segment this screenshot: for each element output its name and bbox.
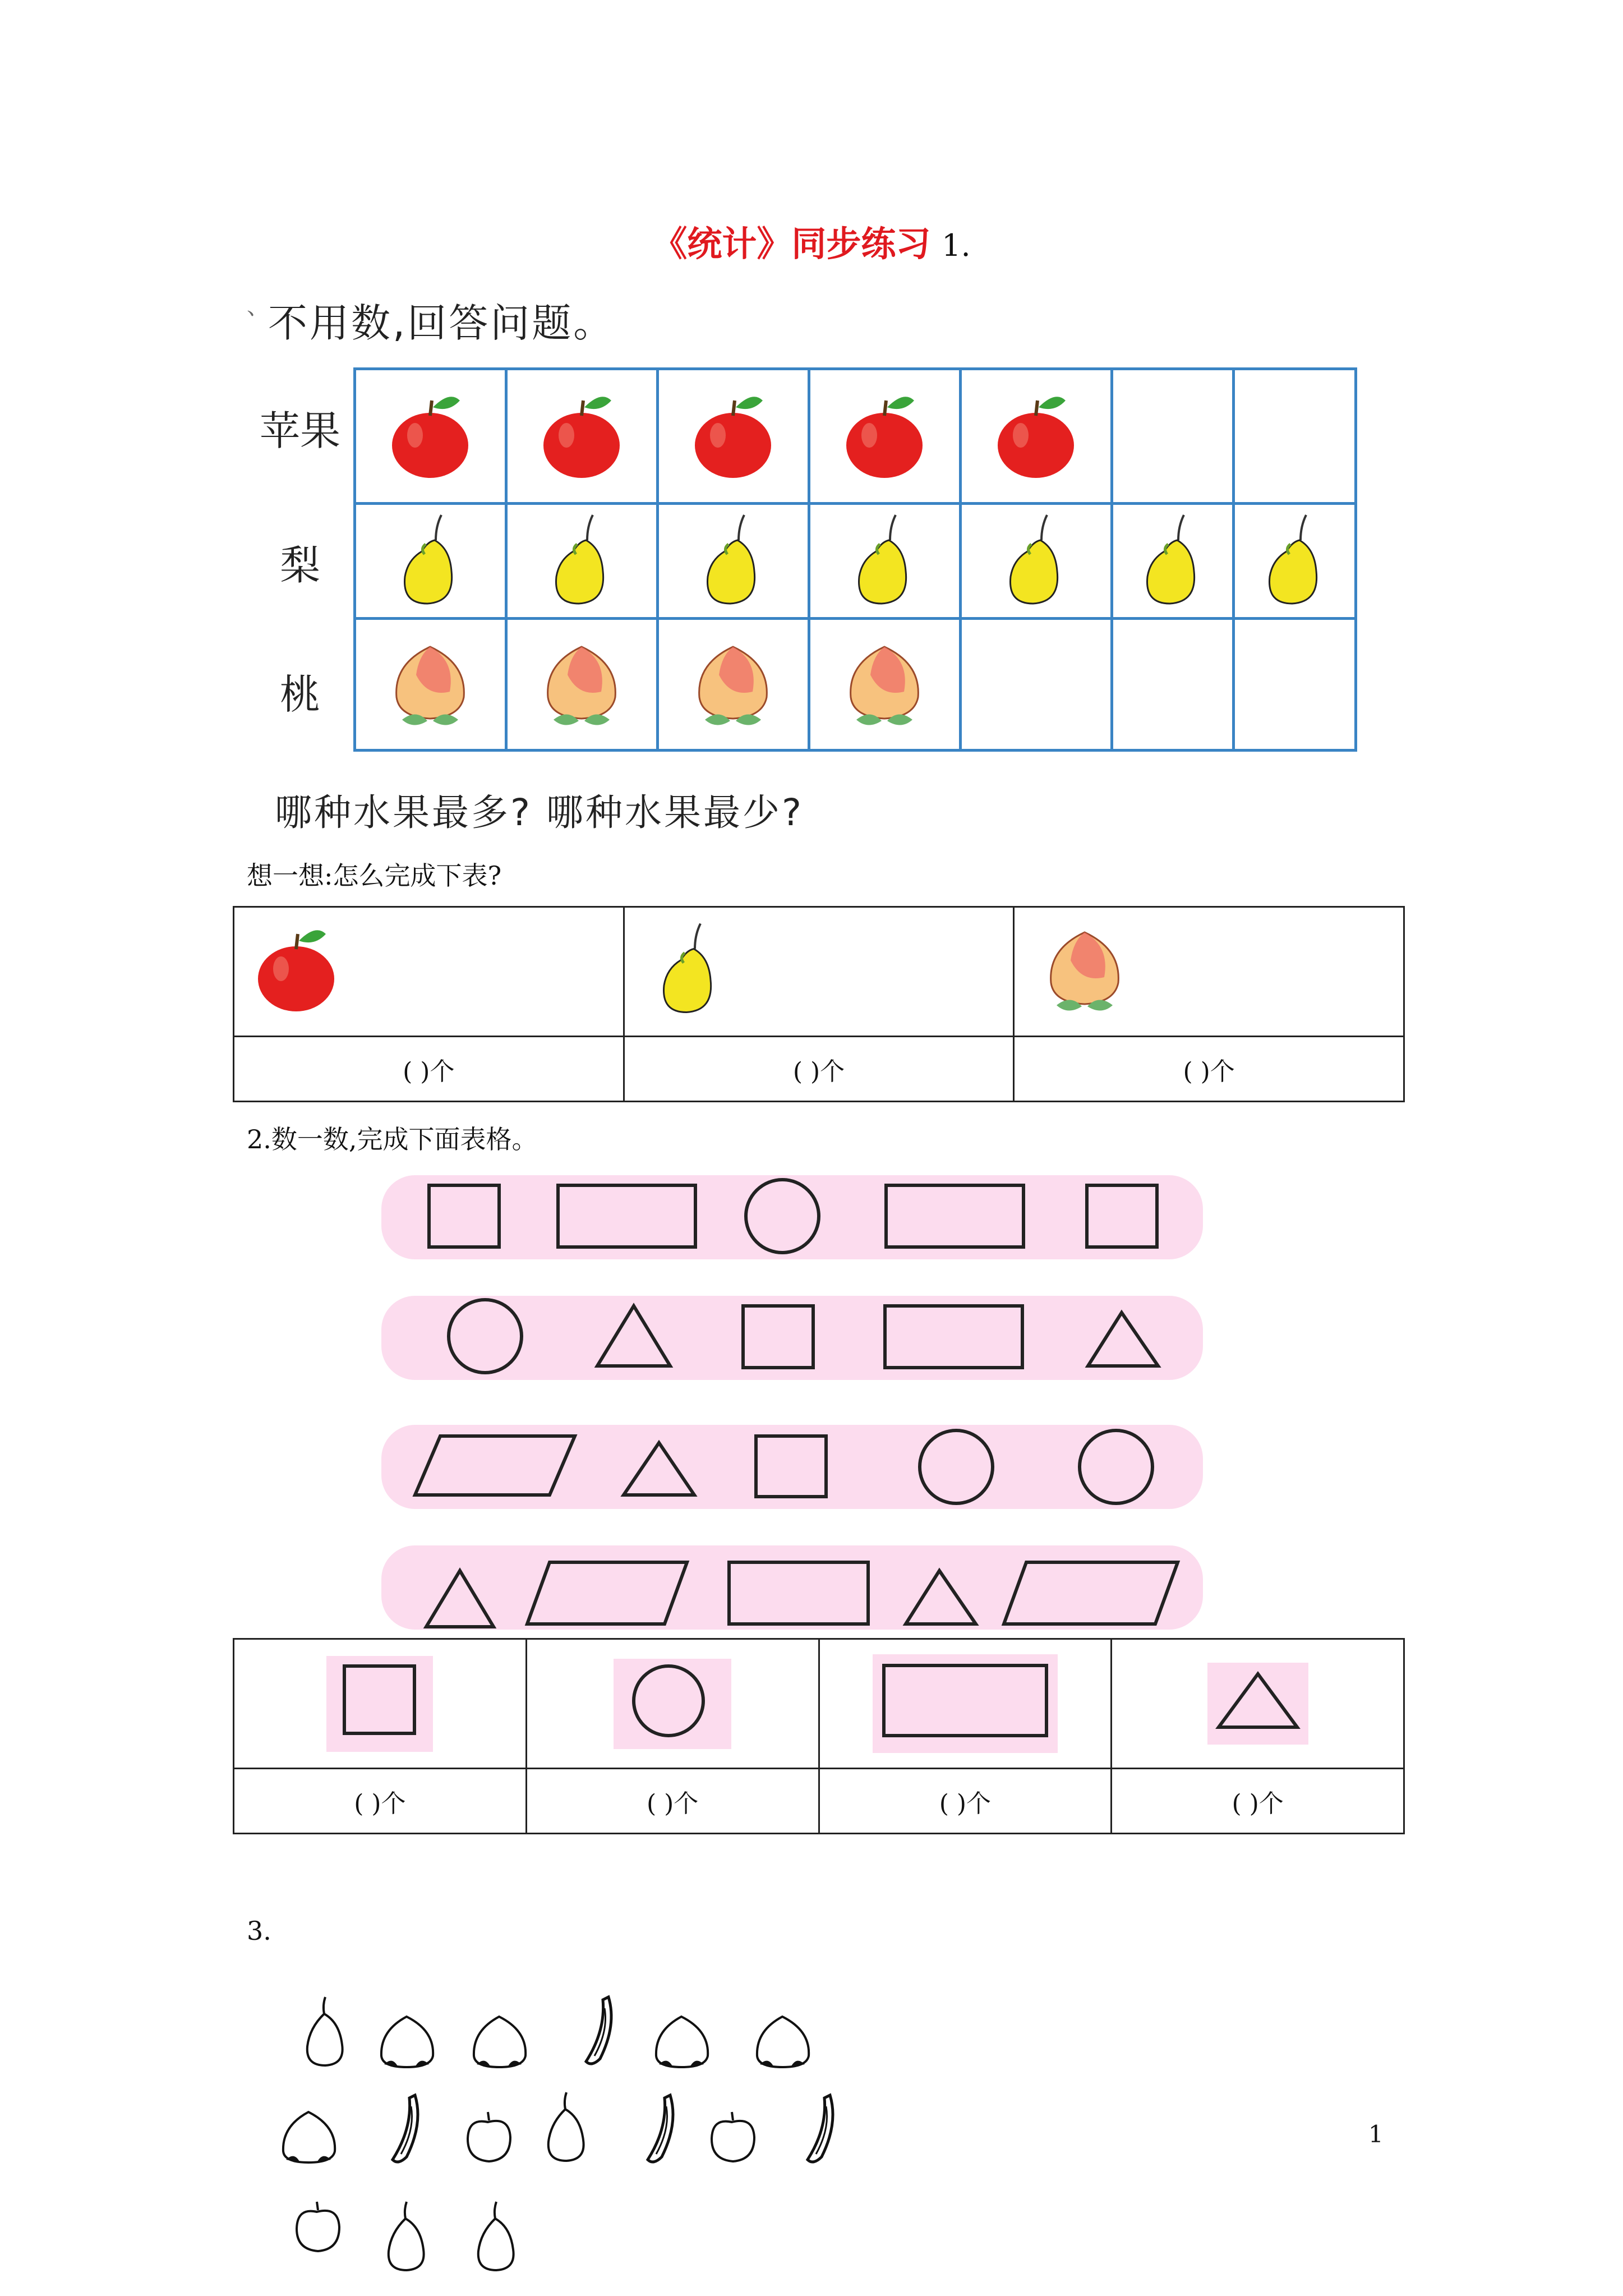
- answer-shape-cell: [234, 1639, 527, 1769]
- grid-cell: [809, 619, 960, 751]
- answer-fruit-cell: [624, 907, 1014, 1037]
- q1-question: 哪种水果最多? 哪种水果最少?: [275, 791, 804, 834]
- square-icon: [326, 1656, 433, 1746]
- answer-blank-rectangle[interactable]: ( )个: [819, 1769, 1112, 1834]
- shape-band-3: [381, 1425, 1203, 1509]
- grid-cell-empty: [1112, 619, 1234, 751]
- circle-shape: [920, 1430, 993, 1503]
- shape-band-2: [381, 1296, 1203, 1380]
- circle-shape: [1080, 1430, 1152, 1503]
- peach-drawing: [656, 2017, 708, 2067]
- grid-cell-empty: [1234, 619, 1356, 751]
- answer-blank-peach[interactable]: ( )个: [1014, 1037, 1404, 1102]
- square-shape: [429, 1185, 499, 1247]
- apple-drawing: [297, 2202, 339, 2251]
- apple-icon: [994, 390, 1078, 480]
- grid-cell: [657, 369, 809, 504]
- grid-row-apple: [355, 369, 1356, 504]
- peach-icon: [388, 636, 472, 731]
- square-shape-box: [326, 1656, 433, 1752]
- apple-icon: [540, 390, 624, 480]
- triangle-shape: [1088, 1313, 1158, 1366]
- shape-band-3-shapes: [381, 1425, 1203, 1509]
- pear-drawing: [389, 2202, 424, 2270]
- grid-cell: [355, 504, 506, 619]
- grid-cell: [506, 504, 657, 619]
- peach-drawing: [283, 2112, 335, 2162]
- title-suffix: 1.: [942, 228, 971, 263]
- shape-band-2-shapes: [381, 1296, 1203, 1380]
- answer-shape-cell: [1112, 1639, 1404, 1769]
- fruit-grid: [353, 367, 1357, 749]
- square-shape: [743, 1306, 813, 1368]
- grid-row-pear: [355, 504, 1356, 619]
- peach-icon: [1043, 921, 1127, 1016]
- pear-icon: [396, 509, 464, 610]
- rectangle-shape: [885, 1306, 1022, 1368]
- pear-icon: [656, 917, 723, 1020]
- apple-icon: [388, 390, 472, 480]
- pear-icon: [1002, 509, 1069, 610]
- grid-cell: [1112, 504, 1234, 619]
- grid-cell: [657, 504, 809, 619]
- pear-icon: [851, 509, 918, 610]
- rectangle-shape: [886, 1185, 1023, 1247]
- triangle-shape: [426, 1571, 494, 1627]
- pear-icon: [1139, 509, 1206, 610]
- triangle-shape: [906, 1571, 976, 1624]
- grid-cell: [355, 369, 506, 504]
- page-title: [0, 216, 1623, 266]
- q1-answer-table: [233, 906, 1405, 1102]
- pear-icon: [699, 509, 767, 610]
- peach-drawing: [474, 2017, 525, 2067]
- pear-drawing: [478, 2202, 514, 2270]
- answer-blank-triangle[interactable]: ( )个: [1112, 1769, 1404, 1834]
- answer-blank-apple[interactable]: ( )个: [234, 1037, 624, 1102]
- peach-icon: [540, 636, 624, 731]
- parallelogram-shape: [1004, 1562, 1178, 1624]
- grid-cell: [506, 619, 657, 751]
- triangle-icon: [1207, 1663, 1308, 1738]
- grid-row-peach: [355, 619, 1356, 751]
- q1-think-prompt: 想一想:怎么完成下表?: [247, 861, 502, 891]
- rectangle-shape: [729, 1562, 868, 1624]
- answer-blank-circle[interactable]: ( )个: [526, 1769, 819, 1834]
- pear-icon: [548, 509, 615, 610]
- pear-drawing: [307, 1997, 343, 2065]
- peach-icon: [842, 636, 926, 731]
- apple-icon: [691, 390, 775, 480]
- rectangle-shape-box: [873, 1654, 1058, 1753]
- shape-band-1-shapes: [381, 1175, 1203, 1259]
- square-shape: [756, 1436, 826, 1497]
- grid-cell: [1234, 504, 1356, 619]
- circle-icon: [614, 1659, 731, 1743]
- grid-cell-empty: [1112, 369, 1234, 504]
- grid-cell: [355, 619, 506, 751]
- answer-fruit-cell: [1014, 907, 1404, 1037]
- apple-icon: [842, 390, 926, 480]
- triangle-shape: [597, 1306, 670, 1366]
- banana-drawing: [648, 2095, 673, 2162]
- square-shape: [1087, 1185, 1157, 1247]
- q2-answer-table: [233, 1638, 1405, 1834]
- apple-drawing: [712, 2112, 754, 2161]
- rectangle-icon: [873, 1654, 1058, 1747]
- grid-cell: [809, 369, 960, 504]
- grid-cell: [506, 369, 657, 504]
- answer-shape-cell: [526, 1639, 819, 1769]
- banana-drawing: [808, 2095, 833, 2162]
- grid-cell: [657, 619, 809, 751]
- title-main: 《统计》同步练习: [652, 223, 931, 264]
- peach-icon: [691, 636, 775, 731]
- answer-shape-cell: [819, 1639, 1112, 1769]
- banana-drawing: [393, 2095, 418, 2162]
- q3-fruit-drawing: [280, 1986, 875, 2289]
- apple-drawing: [468, 2112, 510, 2161]
- shape-band-1: [381, 1175, 1203, 1259]
- answer-blank-pear[interactable]: ( )个: [624, 1037, 1014, 1102]
- apple-icon: [254, 921, 338, 1016]
- grid-cell: [960, 504, 1112, 619]
- parallelogram-shape: [527, 1562, 687, 1624]
- row-label-peach: 桃: [279, 671, 320, 718]
- pear-drawing: [548, 2092, 584, 2161]
- banana-drawing: [586, 1997, 611, 2064]
- circle-shape-box: [614, 1659, 731, 1749]
- shape-band-4-shapes: [381, 1545, 1203, 1630]
- parallelogram-shape: [415, 1436, 575, 1495]
- row-label-apple: 苹果: [259, 407, 340, 454]
- q1-lead-mark: 、: [247, 294, 269, 320]
- answer-fruit-cell: [234, 907, 624, 1037]
- grid-cell: [809, 504, 960, 619]
- circle-shape: [449, 1300, 522, 1373]
- triangle-shape-box: [1207, 1663, 1308, 1745]
- triangle-shape: [624, 1443, 694, 1495]
- peach-drawing: [381, 2017, 433, 2067]
- grid-cell-empty: [960, 619, 1112, 751]
- grid-cell: [960, 369, 1112, 504]
- q3-label: 3.: [247, 1916, 271, 1946]
- shape-band-4: [381, 1545, 1203, 1630]
- q1-prompt: 不用数,回答问题。: [268, 300, 615, 346]
- row-label-pear: 梨: [279, 542, 320, 589]
- fruit-line-drawing: [280, 1986, 875, 2289]
- rectangle-shape: [558, 1185, 695, 1247]
- pear-icon: [1261, 509, 1329, 610]
- peach-drawing: [757, 2017, 809, 2067]
- page-number: 1: [1368, 2120, 1384, 2148]
- circle-shape: [746, 1180, 819, 1253]
- q2-prompt: 2.数一数,完成下面表格。: [247, 1124, 538, 1154]
- answer-blank-square[interactable]: ( )个: [234, 1769, 527, 1834]
- grid-cell-empty: [1234, 369, 1356, 504]
